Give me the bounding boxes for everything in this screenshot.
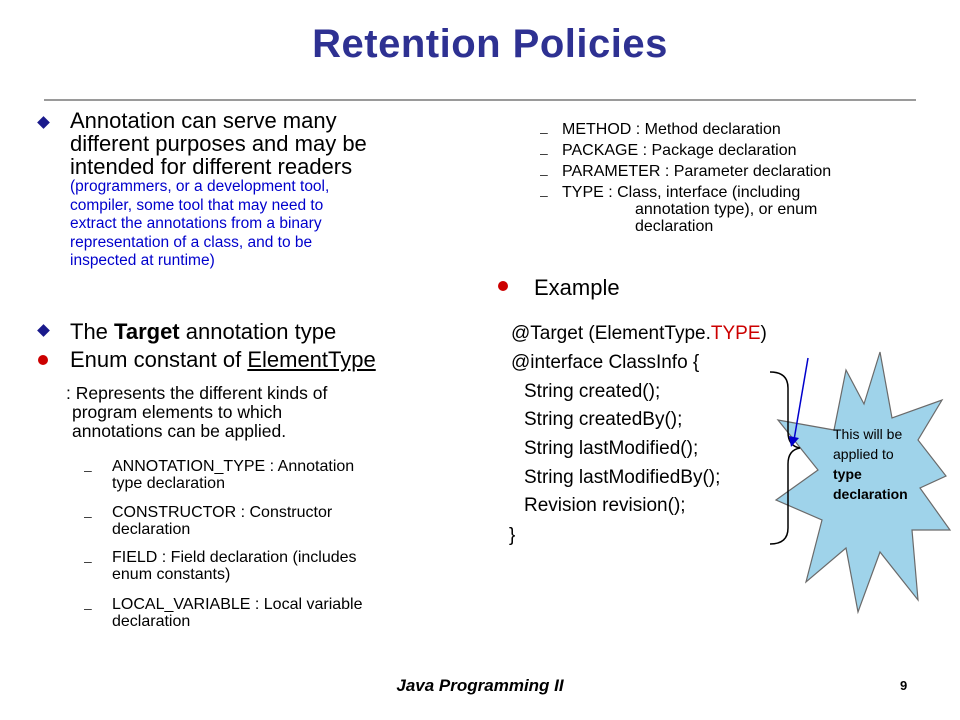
text-line: program elements to which <box>72 402 283 422</box>
footer-title: Java Programming II <box>396 676 564 695</box>
text-prefix: The <box>70 319 115 344</box>
text-line: different purposes and may be <box>70 131 367 156</box>
dash-bullet-icon: – <box>540 145 548 161</box>
code-highlight-type: TYPE <box>710 323 761 344</box>
text-line: type declaration <box>112 475 225 492</box>
text-line: extract the annotations from a binary <box>70 215 322 232</box>
slide-title: Retention Policies <box>312 22 668 66</box>
text-line: Annotation can serve many <box>70 108 337 133</box>
text-line: declaration <box>112 613 191 630</box>
code-line: } <box>509 525 516 546</box>
text-line: annotations can be applied. <box>72 421 287 441</box>
callout-line: applied to <box>833 446 894 462</box>
text-line: LOCAL_VARIABLE : Local variable <box>112 596 363 613</box>
text-bold: Target <box>114 319 180 344</box>
text-line: representation of a class, and to be <box>70 233 313 251</box>
code-brace <box>770 372 800 544</box>
text-line: intended for different readers <box>70 154 353 179</box>
text-line: declaration <box>635 218 714 235</box>
code-line: String createdBy(); <box>524 409 683 430</box>
kind-parameter: PARAMETER : Parameter declaration <box>562 163 832 180</box>
text-suffix: annotation type <box>179 319 337 344</box>
page-number: 9 <box>900 678 908 693</box>
dash-bullet-icon: – <box>84 462 92 478</box>
code-suffix: ) <box>760 323 767 344</box>
dash-bullet-icon: – <box>84 553 92 569</box>
callout-line: This will be <box>833 426 903 442</box>
text-line: ANNOTATION_TYPE : Annotation <box>112 458 355 475</box>
text-line: compiler, some tool that may need to <box>70 196 324 214</box>
code-line: @interface ClassInfo { <box>511 352 700 373</box>
kind-method: METHOD : Method declaration <box>562 121 781 138</box>
code-line: Revision revision(); <box>524 495 686 516</box>
code-prefix: @Target (ElementType. <box>511 323 711 344</box>
text-prefix: Enum constant of <box>70 347 248 372</box>
callout-line: declaration <box>833 486 908 502</box>
text-line: (programmers, or a development tool, <box>70 178 330 195</box>
callout-text <box>833 424 943 504</box>
kind-package: PACKAGE : Package declaration <box>562 142 797 159</box>
code-line: String created(); <box>524 381 661 402</box>
text-line: CONSTRUCTOR : Constructor <box>112 504 333 521</box>
text-line: declaration <box>112 521 191 538</box>
dash-bullet-icon: – <box>540 166 548 182</box>
element-type-term: ElementType <box>247 347 376 372</box>
callout-line: type <box>833 466 862 482</box>
text-line: TYPE : Class, interface (including <box>562 184 801 201</box>
text-line: inspected at runtime) <box>70 252 215 269</box>
text-line: : Represents the different kinds of <box>66 383 328 403</box>
dash-bullet-icon: – <box>540 187 548 203</box>
dash-bullet-icon: – <box>84 600 92 616</box>
code-line: String lastModified(); <box>524 438 699 459</box>
text-line: FIELD : Field declaration (includes <box>112 549 357 566</box>
dash-bullet-icon: – <box>540 124 548 140</box>
example-label: Example <box>534 275 620 300</box>
text-line: enum constants) <box>112 566 231 583</box>
code-line: String lastModifiedBy(); <box>524 467 721 488</box>
dash-bullet-icon: – <box>84 508 92 524</box>
text-line: annotation type), or enum <box>635 201 818 218</box>
